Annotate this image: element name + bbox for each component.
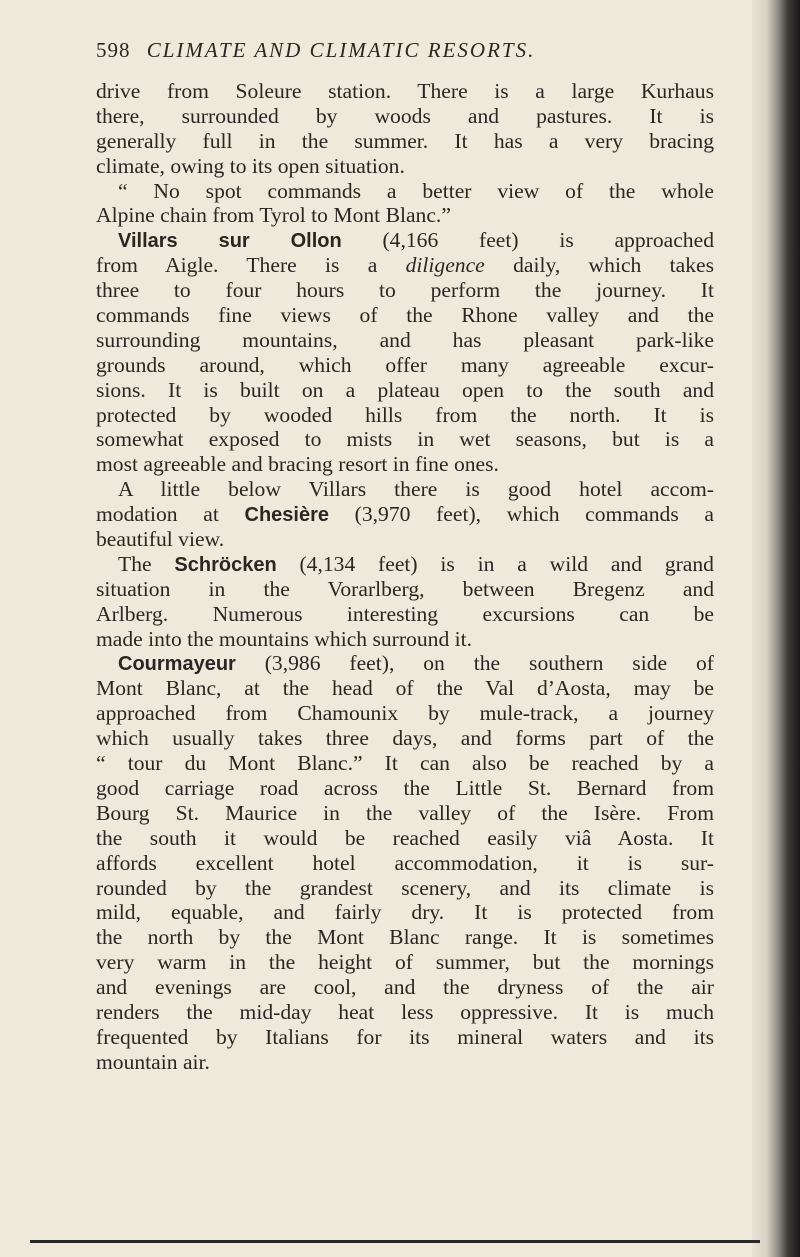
text-line: situation in the Vorarlberg, between Bregenz and [96, 576, 714, 601]
text-line: renders the mid-day heat less oppressive. It is much [96, 999, 714, 1024]
text-line [96, 253, 714, 278]
entry-title-schrocken: Schröcken [174, 553, 277, 576]
entry-villars-line [96, 228, 714, 253]
text-line: “ No spot commands a better view of the whole [118, 178, 714, 203]
text-line: sions. It is built on a plateau open to the south and [96, 377, 714, 402]
text-run: (4,166 feet) is approached [341, 228, 714, 253]
text-run: modation at [96, 502, 245, 527]
text-line: grounds around, which offer many agreeable excur- [96, 352, 714, 377]
text-line: protected by wooded hills from the north. It is [96, 402, 714, 427]
entry-courmayeur-line [96, 651, 714, 676]
text-line: the north by the Mont Blanc range. It is sometimes [96, 925, 714, 950]
text-run: (3,970 feet), which commands a [329, 502, 714, 527]
page-number: 598 [96, 38, 131, 62]
text-line: surrounding mountains, and has pleasant park-like [96, 327, 714, 352]
text-line: climate, owing to its open situation. [96, 153, 405, 178]
entry-title-chesiere: Chesière [244, 504, 329, 527]
text-line: Alpine chain from Tyrol to Mont Blanc.” [96, 203, 451, 228]
text-line: good carriage road across the Little St. Bernard from [96, 775, 714, 800]
text-line: very warm in the height of summer, but the mornings [96, 950, 714, 975]
text-line: rounded by the grandest scenery, and its climate is [96, 875, 714, 900]
text-line: beautiful view. [96, 527, 225, 552]
text-line: most agreeable and bracing resort in fine ones. [96, 452, 499, 477]
text-line: mountain air. [96, 1049, 210, 1074]
text-run: (3,986 feet), on the southern side of [235, 651, 714, 676]
entry-title-courmayeur: Courmayeur [118, 653, 236, 676]
text-run: The [118, 551, 175, 576]
text-line: somewhat exposed to mists in wet seasons, but is a [96, 427, 714, 452]
text-line: affords excellent hotel accommodation, it is sur- [96, 850, 714, 875]
text-line: made into the mountains which surround it. [96, 626, 473, 651]
entry-chesiere-line [96, 502, 714, 527]
text-line: mild, equable, and fairly dry. It is protected from [96, 900, 714, 925]
text-line: A little below Villars there is good hotel accom- [118, 477, 714, 502]
text-line: the south it would be reached easily viâ Aosta. It [96, 825, 714, 850]
text-line: and evenings are cool, and the dryness of the air [96, 975, 714, 1000]
text-line: there, surrounded by woods and pastures. It is [96, 103, 714, 128]
text-line: three to four hours to perform the journey. It [96, 278, 714, 303]
text-line: approached from Chamounix by mule-track, a journey [96, 701, 714, 726]
text-line: which usually takes three days, and forms part of the [96, 726, 714, 751]
entry-schrocken-line [96, 552, 714, 577]
running-title: CLIMATE AND CLIMATIC RESORTS. [146, 38, 536, 62]
page-body-text [96, 79, 714, 1075]
text-line: generally full in the summer. It has a very bracing [96, 128, 714, 153]
italic-term: diligence [405, 253, 485, 278]
text-line: frequented by Italians for its mineral waters and its [96, 1024, 714, 1049]
text-run: from Aigle. There is a [96, 253, 406, 278]
text-line: Mont Blanc, at the head of the Val d’Aosta, may be [96, 676, 714, 701]
entry-title-villars: Villars sur Ollon [118, 230, 342, 253]
text-line: drive from Soleure station. There is a large Kurhaus [96, 79, 714, 103]
text-line: Bourg St. Maurice in the valley of the Isère. From [96, 800, 714, 825]
text-run: daily, which takes [484, 253, 715, 278]
text-line: commands fine views of the Rhone valley and the [96, 303, 714, 328]
text-run: (4,134 feet) is in a wild and grand [276, 551, 714, 576]
text-line: “ tour du Mont Blanc.” It can also be reached by a [96, 751, 714, 776]
bottom-rule [30, 1240, 760, 1243]
page-binding-shadow [752, 0, 800, 1257]
running-header [96, 38, 716, 68]
text-line: Arlberg. Numerous interesting excursions can be [96, 601, 714, 626]
